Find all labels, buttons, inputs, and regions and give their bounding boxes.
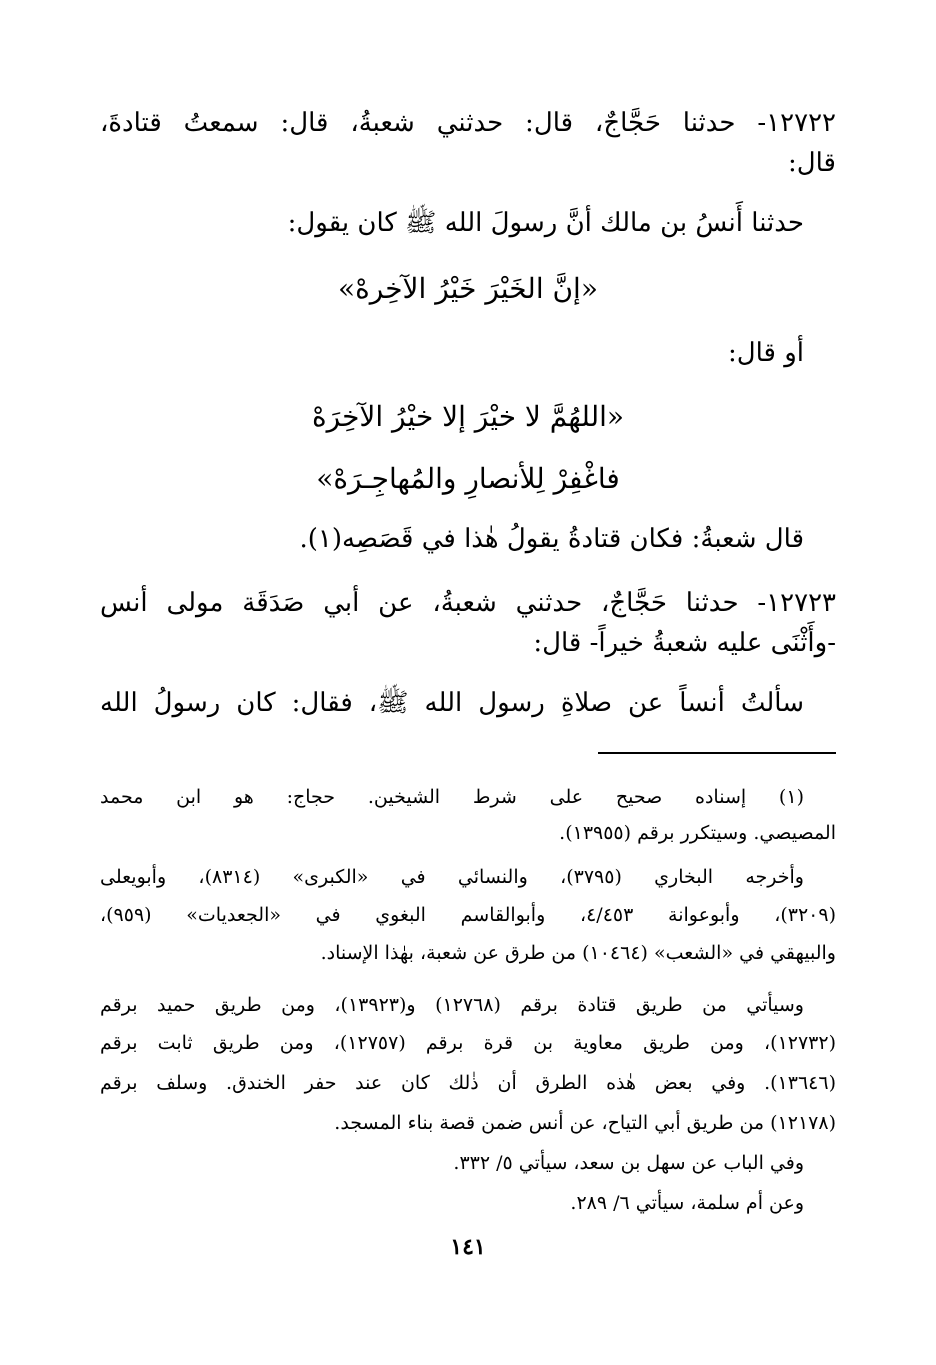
hadith-12722-line-5: قال شعبةُ: فكان قتادةُ يقولُ هٰذا في قَصَصِه(١). (299, 524, 804, 554)
hadith-12723-line-2: -وأَثْنَى عليه شعبةُ خيراً- قال: (533, 628, 836, 658)
hadith-12723-line-3: سألتُ أنساً عن صلاةِ رسول الله ﷺ، فقال: كان رسولُ الله (100, 688, 804, 718)
hadith-12722-line-4: أو قال: (727, 338, 804, 368)
footnote-line: وأخرجه البخاري (٣٧٩٥)، والنسائي في «الكبرى» (٨٣١٤)، وأبويعلى (100, 866, 804, 888)
verse-1: «إنَّ الخَيْرَ خَيْرُ الآخِرهْ» (338, 272, 598, 305)
hadith-12722-line-3: حدثنا أَنسُ بن مالك أنَّ رسولَ الله ﷺ كان يقول: (287, 208, 804, 238)
footnote-line: (١٢١٧٨) من طريق أبي التياح، عن أنس ضمن قصة بناء المسجد. (334, 1112, 836, 1134)
verse-3: فاغْفِرْ لِلأنصارِ والمُهاجِـرَهْ» (316, 462, 620, 495)
footnote-line: والبيهقي في «الشعب» (١٠٤٦٤) من طرق عن شعبة، بهٰذا الإسناد. (320, 942, 836, 964)
hadith-12723-line-1: ١٢٧٢٣- حدثنا حَجَّاجٌ، حدثني شعبةُ، عن أبي صَدَقَة مولى أنس (100, 588, 836, 618)
footnote-line: وسيأتي من طريق قتادة برقم (١٢٧٦٨) و(١٣٩٢٣)، ومن طريق حميد برقم (100, 994, 804, 1016)
verse-2: «اللهُمَّ لا خيْرَ إلا خيْرُ الآخِرَهْ (311, 400, 625, 433)
hadith-12722-line-2: قال: (787, 148, 836, 178)
footnote-divider (598, 752, 836, 754)
footnote-line: (١٢٧٣٢)، ومن طريق معاوية بن قرة برقم (١٢٧٥٧)، ومن طريق ثابت برقم (100, 1032, 837, 1054)
footnote-line: وعن أم سلمة، سيأتي ٦/ ٢٨٩. (570, 1192, 804, 1214)
page-number: ١٤١ (450, 1234, 486, 1260)
footnote-line: (١) إسناده صحيح على شرط الشيخين. حجاج: هو ابن محمد (100, 786, 804, 808)
footnote-line: (٣٢٠٩)، وأبوعوانة ٤/٤٥٣، وأبوالقاسم البغوي في «الجعديات» (٩٥٩)، (100, 904, 836, 926)
footnote-line: وفي الباب عن سهل بن سعد، سيأتي ٥/ ٣٣٢. (453, 1152, 804, 1174)
hadith-12722-line-1: ١٢٧٢٢- حدثنا حَجَّاجٌ، قال: حدثني شعبةُ، قال: سمعتُ قتادةَ، (100, 108, 836, 138)
footnote-line: المصيصي. وسيتكرر برقم (١٣٩٥٥). (559, 822, 836, 844)
footnote-line: (١٣٦٤٦). وفي بعض هٰذه الطرق أن ذٰلك كان عند حفر الخندق. وسلف برقم (100, 1072, 836, 1094)
